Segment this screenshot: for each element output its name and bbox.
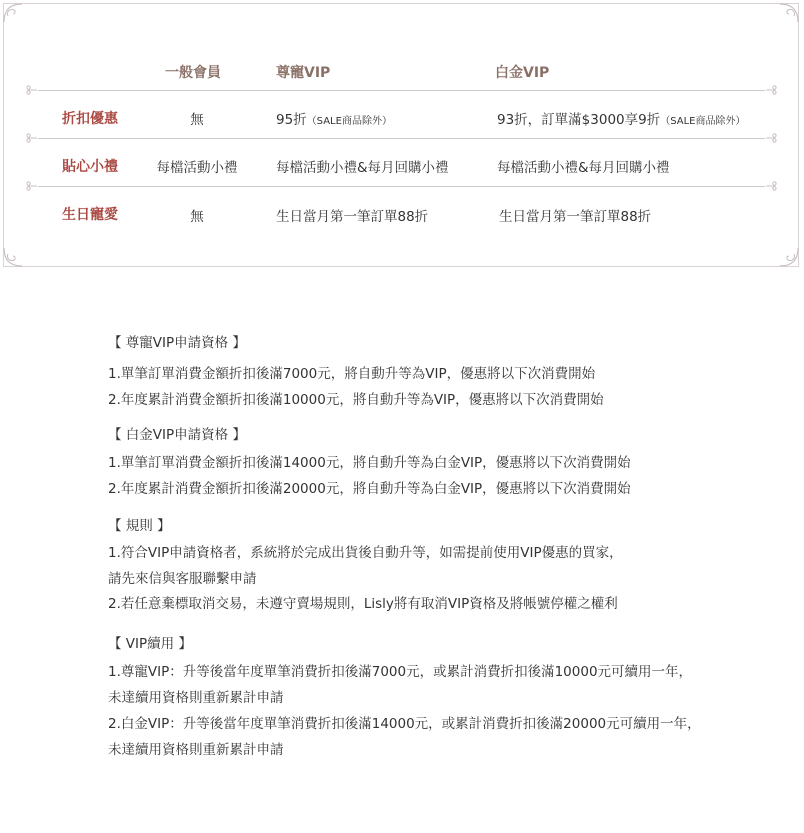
header-general-member: 一般會員 bbox=[165, 65, 221, 81]
header-platinum-vip: 白金VIP bbox=[495, 65, 550, 81]
flourish-icon bbox=[24, 132, 38, 144]
section-line: 1.單筆訂單消費金額折扣後滿7000元，將自動升等為VIP，優惠將以下次消費開始 bbox=[108, 366, 596, 382]
section-line: 未達續用資格則重新累計申請 bbox=[108, 690, 284, 706]
section-line: 2.若任意棄標取消交易，未遵守賣場規則，Lisly將有取消VIP資格及將帳號停權之權利 bbox=[108, 596, 618, 612]
row-label-gift: 貼心小禮 bbox=[62, 159, 118, 175]
flourish-icon bbox=[765, 132, 779, 144]
cell-vip-birthday: 生日當月第一筆訂單88折 bbox=[276, 209, 429, 225]
cell-platinum-birthday: 生日當月第一筆訂單88折 bbox=[499, 209, 652, 225]
row-divider bbox=[24, 84, 779, 96]
section-title-platinum-qualification: 【 白金VIP申請資格 】 bbox=[108, 427, 246, 443]
row-divider bbox=[24, 180, 779, 192]
cell-vip-discount: 95折（SALE商品除外） bbox=[276, 112, 392, 128]
corner-ornament-icon bbox=[2, 2, 24, 24]
header-vip: 尊寵VIP bbox=[276, 65, 331, 81]
cell-vip-gift: 每檔活動小禮&每月回購小禮 bbox=[276, 160, 449, 176]
section-line: 2.年度累計消費金額折扣後滿10000元，將自動升等為VIP，優惠將以下次消費開始 bbox=[108, 392, 604, 408]
row-label-birthday: 生日寵愛 bbox=[62, 207, 118, 223]
section-line: 1.符合VIP申請資格者，系統將於完成出貨後自動升等，如需提前使用VIP優惠的買家， bbox=[108, 545, 623, 561]
section-line: 1.單筆訂單消費金額折扣後滿14000元，將自動升等為白金VIP，優惠將以下次消費開始 bbox=[108, 455, 631, 471]
row-label-discount: 折扣優惠 bbox=[62, 111, 118, 127]
cell-general-birthday: 無 bbox=[190, 209, 204, 225]
corner-ornament-icon bbox=[778, 246, 800, 268]
cell-platinum-discount: 93折，訂單滿$3000享9折（SALE商品除外） bbox=[497, 112, 746, 128]
corner-ornament-icon bbox=[2, 246, 24, 268]
section-line: 2.白金VIP：升等後當年度單筆消費折扣後滿14000元，或累計消費折扣後滿20000元可續用一年， bbox=[108, 716, 701, 732]
flourish-icon bbox=[765, 180, 779, 192]
section-line: 請先來信與客服聯繫申請 bbox=[108, 571, 257, 587]
section-title-vip-qualification: 【 尊寵VIP申請資格 】 bbox=[108, 335, 246, 351]
section-line: 2.年度累計消費金額折扣後滿20000元，將自動升等為白金VIP，優惠將以下次消費開始 bbox=[108, 481, 631, 497]
section-title-rules: 【 規則 】 bbox=[108, 518, 171, 534]
corner-ornament-icon bbox=[778, 2, 800, 24]
cell-general-discount: 無 bbox=[190, 112, 204, 128]
row-divider bbox=[24, 132, 779, 144]
flourish-icon bbox=[24, 180, 38, 192]
flourish-icon bbox=[24, 84, 38, 96]
section-line: 未達續用資格則重新累計申請 bbox=[108, 742, 284, 758]
flourish-icon bbox=[765, 84, 779, 96]
cell-platinum-gift: 每檔活動小禮&每月回購小禮 bbox=[497, 160, 670, 176]
section-title-vip-renewal: 【 VIP續用 】 bbox=[108, 636, 192, 652]
section-line: 1.尊寵VIP：升等後當年度單筆消費折扣後滿7000元，或累計消費折扣後滿10000元可續用一年， bbox=[108, 664, 693, 680]
cell-general-gift: 每檔活動小禮 bbox=[156, 160, 238, 176]
